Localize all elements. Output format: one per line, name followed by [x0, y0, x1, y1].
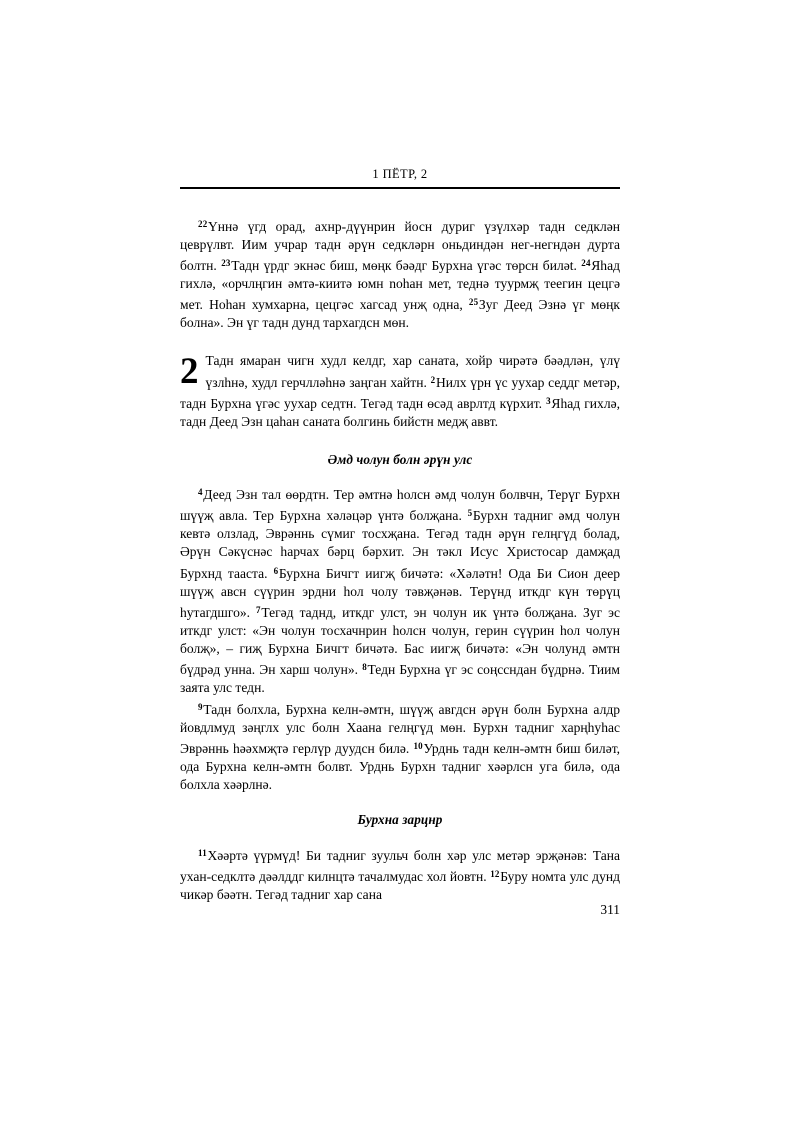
verse-number: 7 — [256, 604, 261, 615]
verse-number: 5 — [467, 508, 473, 519]
page-body — [180, 168, 620, 904]
verse-text: Яһад гихлә, тадн Деед Эзн цаһан саната болгинь бийстн медҗ аввт. — [180, 395, 620, 429]
verse-number: 23 — [221, 257, 231, 268]
verse-text: Нилх үрн үс уухар седдг метәр, тадн Бурхна үгәс уухар седтн. Тегәд тадн өсәд аврлтд күрхит. — [180, 374, 620, 411]
verse-text: Тадн ямаран чигн худл келдг, хар саната, хойр чирәтә бәәдлән, үлү үзлһнә, худл герчлләһнә заңган хайтн. — [205, 353, 620, 390]
verse-number: 2 — [430, 374, 436, 385]
paragraph-verses-11-12 — [180, 844, 620, 904]
verse-number: 11 — [198, 847, 207, 858]
verse-text: Деед Эзн тал өөрдтн. Тер әмтнә һолсн әмд чолун болвчн, Терүг Бурхн шүүҗ авла. Тер Бурхна хәләцәр үнтә болҗана. — [180, 486, 620, 523]
paragraph-verses-4-8 — [180, 483, 620, 698]
paragraph-verses-9-10 — [180, 698, 620, 795]
verse-text: Тегәд таднд, иткдг улст, эн чолун ик үнтә болҗана. Зуг эс иткдг улст: «Эн чолун тосхачнрин һолсн чолун, герин сүүрин һол чолун болҗ», – гиҗ Бурхна Бичгт бичәтә. Бас иигҗ бичәтә: «Эн чолунд әмтн бүдрәд унна. Эн харш чолун». — [180, 604, 620, 678]
verse-number: 4 — [198, 487, 203, 498]
verse-number: 6 — [273, 565, 279, 576]
running-head: 1 ПЁТР, 2 — [372, 167, 428, 181]
verse-text: Яһад гихлә, «орчлңгин әмтә-киитә юмн noһaн мет, теднә туурмҗ теегин цецгә мет. Ноһан хумхарна, цецгәс хагсад унҗ одна, — [180, 257, 620, 312]
page-number: 311 — [600, 902, 620, 917]
verse-text: Зуг Деед Эзнә үг мөңк болна». Эн үг тадн дунд тархагдсн мөн. — [180, 296, 620, 331]
verse-text: Бурхн тадниг әмд чолун кевтә олзлад, Эврәннь сүмиг тосхҗана. Тегәд тадн әрүн гелңгүд болад, Әрүн Сәкүснәс һарчах бәрц бәрхит. Эн тәкл Исус Христосар дамҗад Бурхнд тааста. — [180, 507, 621, 581]
verse-number: 22 — [198, 218, 208, 229]
verse-number: 3 — [546, 395, 551, 406]
section-heading-burhna-zarcnr: Бурхна зарцнр — [357, 812, 443, 828]
paragraph-chapter2-opening — [180, 352, 620, 431]
chapter-opening-block — [180, 352, 620, 431]
header-rule — [180, 187, 620, 189]
verse-text: Тадн болхла, Бурхна келн-әмтн, шүүҗ авгдсн әрүн болн Бурхна алдр йовдлмуд зәңглх улс болн Хаана гелңгүд мөн. Бурхн тадниг харңһуһас Эврәннь һәәхмҗтә герлүр дуудсн билә. — [180, 701, 620, 756]
verse-number: 9 — [198, 701, 203, 712]
chapter-number-dropcap: 2 — [180, 351, 199, 393]
verse-text: Бурхна Бичгт иигҗ бичәтә: «Хәләтн! Ода Би Сион деер шүүҗ авсн сүүрин эрдни һол чолу тәвҗәнәв. Терүнд иткдг күн төрүц һутагдшго». — [180, 565, 620, 620]
paragraph-chapter1-verses — [180, 215, 620, 333]
verse-text: Тедн Бурхна үг эс соңссндан бүдрнә. Тиим заята улс тедн. — [180, 662, 620, 696]
verse-number: 24 — [581, 257, 591, 268]
verse-number: 25 — [468, 297, 479, 308]
verse-text: Хәәртә үүрмүд! Би тадниг зуульч болн хәр улс метәр эрҗәнәв: Тана ухан-седклтә дәәлддг килнцтә тачалмудас хол йовтн. — [180, 847, 620, 884]
verse-text: Буру номта улс дунд чикәр бәәтн. Тегәд тадниг хар сана — [180, 868, 620, 902]
verse-number: 12 — [490, 868, 500, 879]
verse-text: Үннә үгд орад, ахнр-дүүнрин йосн дуриг үзүлхәр тадн седклән цеврүлвт. Иим учрар тадн әрүн седкләрн оньдиндән нег-негндән дурта болтн. — [180, 218, 620, 273]
verse-number: 8 — [362, 662, 367, 673]
section-heading-amd-cholun: Әмд чолун болн әрүн улс — [327, 451, 473, 467]
verse-text: Урднь тадн келн-әмтн биш биләт, ода Бурхна келн-әмтн болвт. Урднь Бурхн тадниг хәәрлсн уга билә, ода болхла хәәрлнә. — [180, 740, 620, 793]
verse-text: Тадн үрдг экнәс биш, мөңк бәәдг Бурхна үгәс төрсн билət. — [231, 257, 582, 273]
verse-number: 10 — [413, 740, 423, 751]
